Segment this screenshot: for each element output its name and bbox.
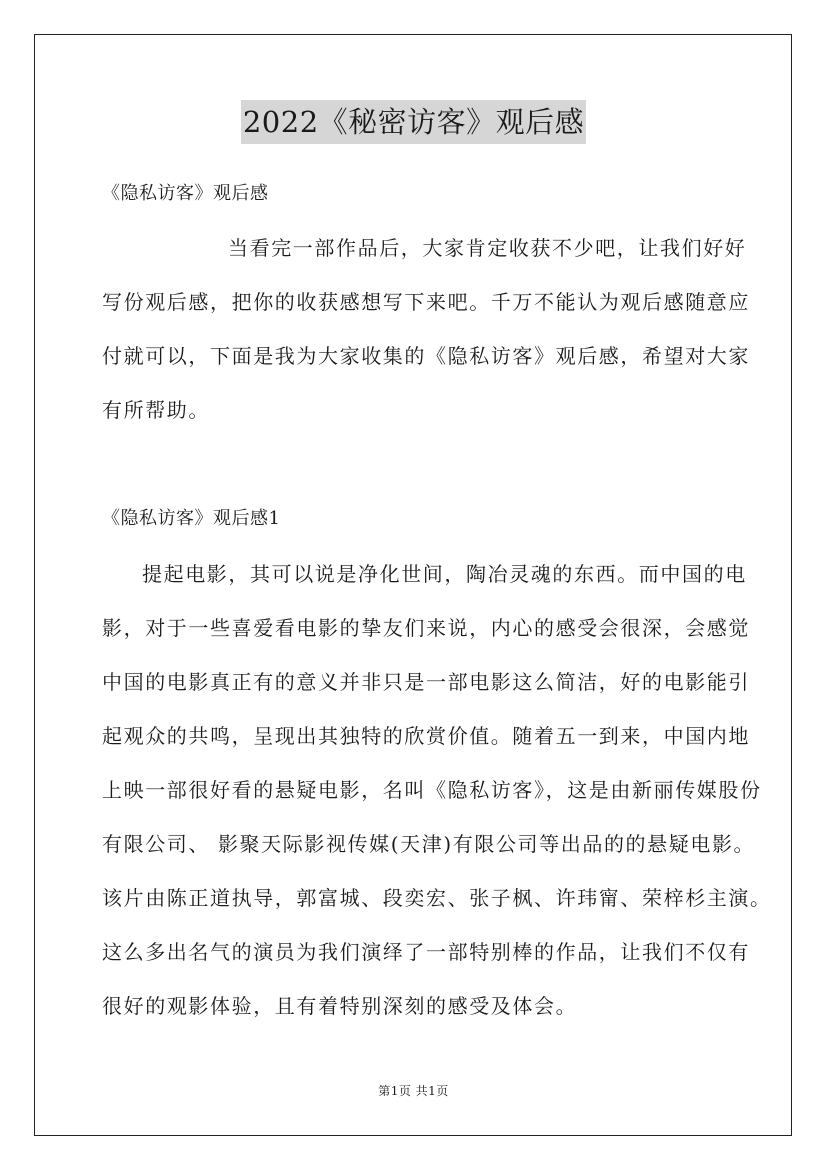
body-line-6: 有限公司、 影聚天际影视传媒(天津)有限公司等出品的的悬疑电影。 bbox=[102, 832, 756, 856]
intro-line-1: 当看完一部作品后，大家肯定收获不少吧，让我们好好 bbox=[228, 236, 747, 260]
body-line-8: 这么多出名气的演员为我们演绎了一部特别棒的作品，让我们不仅有 bbox=[102, 940, 750, 964]
page-footer: 第1页 共1页 bbox=[378, 1084, 449, 1098]
body-line-1: 提起电影，其可以说是净化世间，陶冶灵魂的东西。而中国的电 bbox=[142, 562, 747, 586]
intro-line-2: 写份观后感，把你的收获感想写下来吧。千万不能认为观后感随意应 bbox=[102, 290, 750, 314]
body-line-3: 中国的电影真正有的意义并非只是一部电影这么简洁，好的电影能引 bbox=[102, 670, 750, 694]
body-line-4: 起观众的共鸣，呈现出其独特的欣赏价值。随着五一到来，中国内地 bbox=[102, 724, 750, 748]
body-line-5: 上映一部很好看的悬疑电影，名叫《隐私访客》，这是由新丽传媒股份 bbox=[102, 778, 762, 802]
document-title: 2022《秘密访客》观后感 bbox=[241, 100, 586, 144]
title-container bbox=[0, 100, 827, 144]
intro-line-4: 有所帮助。 bbox=[102, 398, 210, 422]
body-line-2: 影，对于一些喜爱看电影的挚友们来说，内心的感受会很深，会感觉 bbox=[102, 616, 750, 640]
body-line-7: 该片由陈正道执导，郭富城、段奕宏、张子枫、许玮甯、荣梓杉主演。 bbox=[102, 886, 772, 910]
intro-line-3: 付就可以，下面是我为大家收集的《隐私访客》观后感，希望对大家 bbox=[102, 344, 750, 368]
subtitle: 《隐私访客》观后感 bbox=[102, 183, 269, 204]
body-line-9: 很好的观影体验，且有着特别深刻的感受及体会。 bbox=[102, 994, 578, 1018]
section-heading: 《隐私访客》观后感1 bbox=[102, 508, 281, 529]
